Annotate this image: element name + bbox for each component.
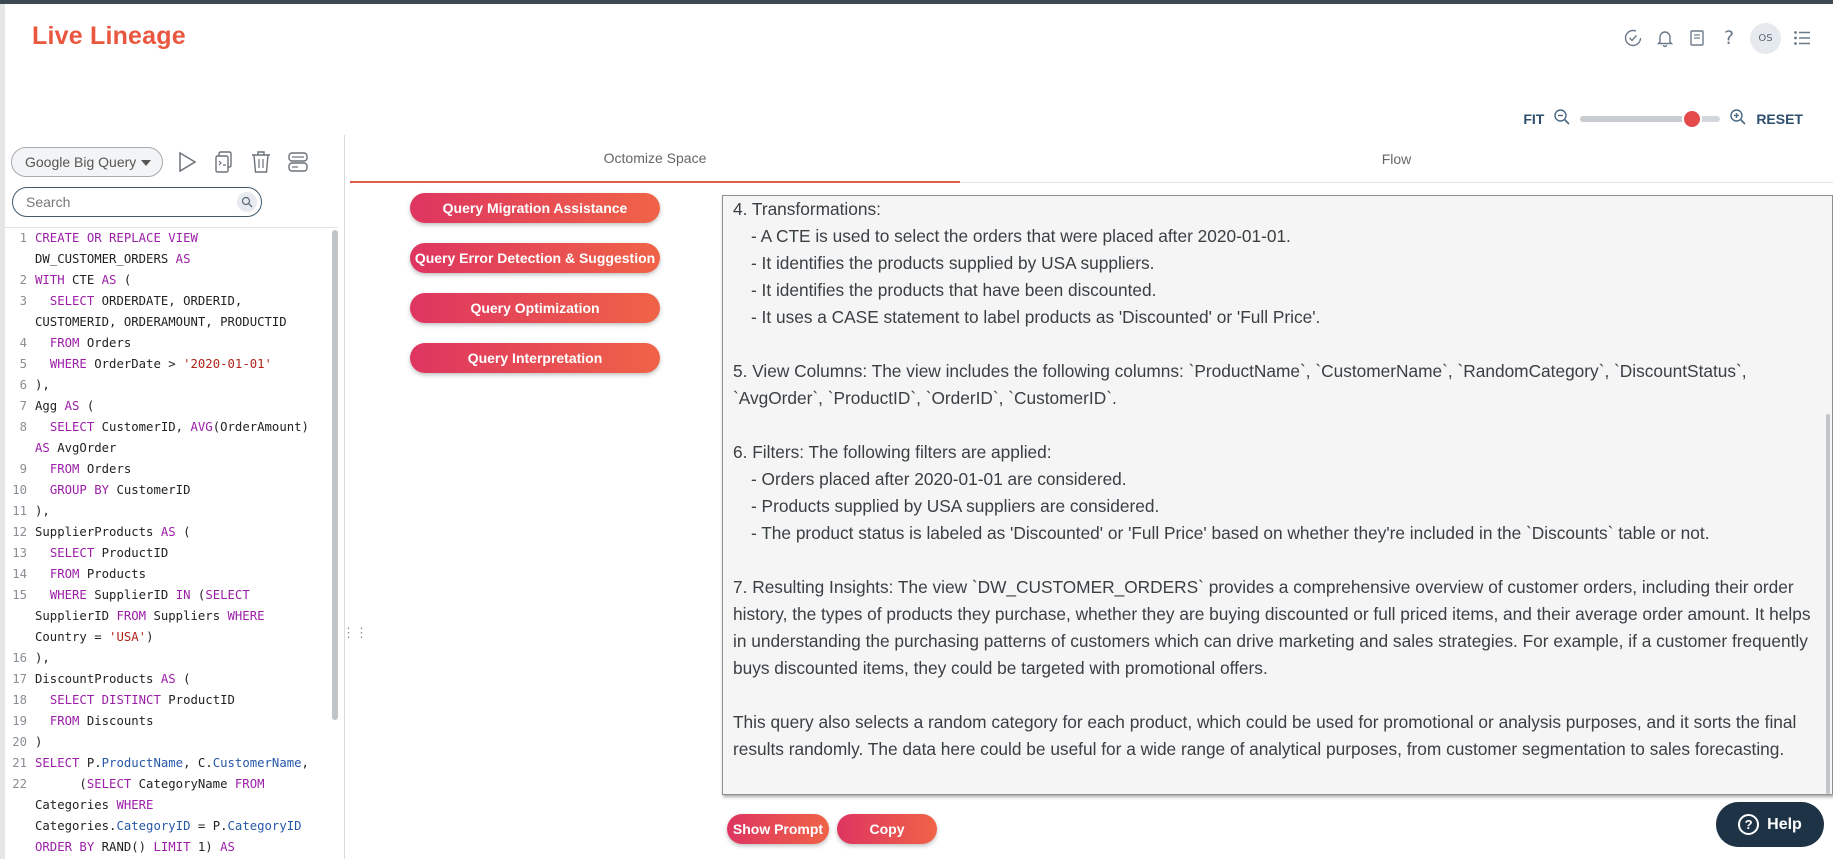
result-bullet: - Products supplied by USA suppliers are considered.	[751, 496, 1160, 516]
line-number: 8	[19, 420, 27, 434]
fit-button[interactable]: FIT	[1523, 111, 1545, 127]
line-number: 10	[12, 483, 27, 497]
line-number: 15	[12, 588, 27, 602]
code-token: ProductID	[94, 546, 169, 560]
code-text	[32, 333, 322, 354]
code-token: 1)	[190, 840, 221, 854]
result-bullet: - A CTE is used to select the orders that were placed after 2020-01-01.	[751, 226, 1291, 246]
result-paragraph: 5. View Columns: The view includes the following columns: `ProductName`, `CustomerName`, `RandomCategory`, `DiscountStatus`, `AvgOrder`, `ProductID`, `OrderID`, `CustomerID`.	[733, 361, 1747, 408]
code-token: Categories.	[35, 819, 117, 833]
code-token: (	[79, 399, 95, 413]
code-line	[5, 375, 338, 396]
panel-splitter-handle[interactable]: ⋮⋮	[342, 625, 368, 640]
code-text	[32, 396, 322, 417]
query-error-detection-button[interactable]: Query Error Detection & Suggestion	[410, 243, 660, 273]
code-text	[32, 648, 322, 669]
code-text	[32, 291, 322, 333]
avatar[interactable]: OS	[1750, 23, 1781, 54]
code-token: SELECT	[35, 756, 80, 770]
code-token: (OrderAmount)	[212, 420, 309, 434]
line-number: 7	[19, 399, 27, 413]
code-text	[32, 501, 322, 522]
sql-editor-panel	[5, 135, 368, 859]
code-token: DW_CUSTOMER_ORDERS	[35, 252, 169, 266]
format-icon[interactable]	[285, 148, 311, 176]
code-token: CategoryID	[227, 819, 302, 833]
code-token	[35, 567, 50, 581]
code-token: SELECT	[49, 546, 95, 560]
line-number: 2	[19, 273, 27, 287]
code-text	[32, 690, 322, 711]
code-token: ProductID	[160, 693, 235, 707]
result-paragraph: 6. Filters: The following filters are applied:	[733, 442, 1052, 462]
code-token: ,	[301, 756, 309, 770]
line-number: 9	[19, 462, 27, 476]
code-token: FROM	[234, 777, 265, 791]
code-token: AS	[175, 252, 191, 266]
code-token: )	[146, 630, 154, 644]
zoom-slider-thumb[interactable]	[1684, 111, 1700, 127]
code-text	[32, 543, 322, 564]
engine-select[interactable]	[11, 147, 163, 177]
code-token: CategoryID	[116, 819, 191, 833]
engine-select-value: Google Big Query	[25, 154, 137, 170]
line-number: 16	[12, 651, 27, 665]
code-text	[32, 417, 322, 459]
code-token: P.	[79, 756, 102, 770]
blank-line	[733, 412, 1820, 439]
code-token: RAND()	[94, 840, 154, 854]
line-number: 20	[12, 735, 27, 749]
line-number: 21	[12, 756, 27, 770]
code-token: (	[175, 672, 191, 686]
code-line	[5, 543, 338, 564]
code-token: ORDERDATE, ORDERID, CUSTOMERID, ORDERAMOUNT, PRODUCTID	[35, 294, 287, 329]
code-token: ),	[35, 504, 50, 518]
code-token: SELECT	[49, 420, 95, 434]
code-line	[5, 732, 338, 753]
help-label: Help	[1767, 815, 1802, 833]
code-line	[5, 669, 338, 690]
search-input[interactable]	[26, 194, 226, 210]
code-token: CREATE OR REPLACE VIEW	[35, 231, 198, 245]
code-text	[32, 459, 322, 480]
code-token: CustomerID,	[94, 420, 191, 434]
code-token: AS	[101, 273, 117, 287]
result-paragraph: 4. Transformations:	[733, 199, 881, 219]
code-token: DiscountProducts	[35, 672, 161, 686]
line-number: 6	[19, 378, 27, 392]
app-header	[5, 4, 1833, 134]
zoom-controls	[1523, 108, 1803, 130]
history-icon[interactable]	[1622, 27, 1644, 49]
line-number: 11	[12, 504, 27, 518]
code-token: AS	[220, 840, 235, 854]
search-icon[interactable]	[237, 192, 257, 212]
code-line	[5, 690, 338, 711]
code-token: SupplierID	[86, 588, 176, 602]
code-line	[5, 291, 338, 333]
code-text	[32, 228, 322, 270]
app-title[interactable]: Live Lineage	[32, 22, 186, 50]
code-token: AS	[64, 399, 80, 413]
code-token	[35, 462, 50, 476]
blank-line	[733, 682, 1820, 709]
code-token: IN	[175, 588, 191, 602]
code-line	[5, 564, 338, 585]
code-token: WHERE	[49, 357, 87, 371]
tab-octomize-space[interactable]: Octomize Space	[350, 135, 960, 183]
code-token: Suppliers	[146, 609, 228, 623]
code-line	[5, 501, 338, 522]
bell-icon[interactable]	[1654, 27, 1676, 49]
help-question-icon[interactable]: ?	[1723, 27, 1735, 49]
code-token: SELECT	[205, 588, 250, 602]
code-token: ProductName	[101, 756, 184, 770]
show-prompt-button[interactable]: Show Prompt	[727, 814, 829, 844]
chevron-down-icon	[141, 160, 151, 166]
code-token: SELECT DISTINCT	[49, 693, 161, 707]
editor-scrollbar[interactable]	[332, 230, 338, 720]
code-token: Agg	[35, 399, 65, 413]
zoom-out-icon[interactable]	[1553, 108, 1571, 131]
code-token: (	[190, 588, 206, 602]
code-token: OrderDate >	[86, 357, 184, 371]
line-number: 18	[12, 693, 27, 707]
code-token: GROUP BY	[49, 483, 110, 497]
code-text	[32, 732, 322, 753]
code-token	[35, 357, 50, 371]
code-line	[5, 270, 338, 291]
code-token	[35, 336, 50, 350]
trash-icon[interactable]	[248, 148, 274, 176]
code-token: SupplierID	[35, 609, 110, 623]
code-text	[32, 480, 322, 501]
header-icons	[1622, 22, 1813, 54]
result-bullet: - It uses a CASE statement to label products as 'Discounted' or 'Full Price'.	[751, 307, 1321, 327]
code-token: FROM	[49, 336, 80, 350]
code-line	[5, 648, 338, 669]
code-token: ORDER BY	[35, 840, 95, 854]
line-number: 19	[12, 714, 27, 728]
code-line	[5, 774, 338, 858]
code-token: AS	[35, 441, 50, 455]
code-text	[32, 585, 322, 648]
line-number: 12	[12, 525, 27, 539]
code-token: Orders	[79, 462, 132, 476]
code-token: CTE	[64, 273, 102, 287]
result-bullet: - It identifies the products supplied by USA suppliers.	[751, 253, 1155, 273]
code-token: SupplierProducts	[35, 525, 161, 539]
query-optimization-button[interactable]: Query Optimization	[410, 293, 660, 323]
code-text	[32, 564, 322, 585]
book-icon[interactable]	[1686, 27, 1708, 49]
reset-button[interactable]: RESET	[1756, 111, 1803, 127]
code-token: FROM	[49, 567, 80, 581]
code-token: AVG	[190, 420, 213, 434]
line-number: 14	[12, 567, 27, 581]
code-token: (	[175, 525, 191, 539]
line-number: 22	[12, 777, 27, 791]
copy-code-icon[interactable]	[211, 148, 237, 176]
code-token: FROM	[116, 609, 147, 623]
code-token: SELECT	[86, 777, 132, 791]
result-paragraph: 7. Resulting Insights: The view `DW_CUSTOMER_ORDERS` provides a comprehensive overview of customer orders, including their order history, the types of products they purchase, whether they are buying discounted or full priced items, and their average order amount. It helps in understanding the purchasing patterns of customers which can drive marketing and sales strategies. For example, if a customer frequently buys discounted items, they could be targeted with promotional offers.	[733, 577, 1811, 678]
interpretation-result-panel	[722, 195, 1833, 795]
code-line	[5, 753, 338, 774]
blank-line	[733, 331, 1820, 358]
code-line	[5, 333, 338, 354]
code-token: LIMIT	[153, 840, 191, 854]
code-token: (	[35, 777, 87, 791]
code-line	[5, 480, 338, 501]
line-number: 1	[19, 231, 27, 245]
code-token: '2020-01-01'	[183, 357, 272, 371]
code-token: AS	[160, 525, 176, 539]
line-number: 13	[12, 546, 27, 560]
code-token: CustomerName	[212, 756, 302, 770]
code-token	[35, 588, 50, 602]
code-token: SELECT	[49, 294, 95, 308]
editor-toolbar	[11, 147, 311, 177]
code-text	[32, 711, 322, 732]
line-number: 17	[12, 672, 27, 686]
search-field	[12, 187, 262, 217]
code-token: ),	[35, 651, 50, 665]
code-line	[5, 228, 338, 270]
help-circle-icon: ?	[1738, 814, 1759, 835]
code-token: CategoryName	[131, 777, 235, 791]
code-token: Orders	[79, 336, 132, 350]
run-icon[interactable]	[174, 148, 200, 176]
code-token: , C.	[183, 756, 213, 770]
code-token	[35, 420, 50, 434]
tab-flow[interactable]: Flow	[1381, 151, 1412, 167]
line-number: 5	[19, 357, 27, 371]
code-token: AvgOrder	[49, 441, 117, 455]
line-number: 4	[19, 336, 27, 350]
zoom-in-icon[interactable]	[1729, 108, 1747, 131]
code-token	[35, 483, 50, 497]
query-migration-assistance-button[interactable]: Query Migration Assistance	[410, 193, 660, 223]
code-editor[interactable]	[5, 227, 338, 859]
query-interpretation-button[interactable]: Query Interpretation	[410, 343, 660, 373]
code-token: Country =	[35, 630, 102, 644]
code-line	[5, 417, 338, 459]
code-token: Discounts	[79, 714, 154, 728]
code-token: Categories	[35, 798, 110, 812]
code-text	[32, 774, 322, 858]
result-bullet: - It identifies the products that have been discounted.	[751, 280, 1157, 300]
result-scrollbar[interactable]	[1826, 414, 1830, 794]
code-token: Products	[79, 567, 147, 581]
zoom-slider-fill	[1580, 116, 1692, 122]
code-token: WHERE	[116, 798, 154, 812]
code-token: FROM	[49, 714, 80, 728]
line-number: 3	[19, 294, 27, 308]
code-token: = P.	[190, 819, 228, 833]
result-bullet: - Orders placed after 2020-01-01 are considered.	[751, 469, 1127, 489]
code-line	[5, 711, 338, 732]
list-menu-icon[interactable]	[1791, 27, 1813, 49]
code-line	[5, 459, 338, 480]
zoom-slider[interactable]	[1580, 116, 1720, 122]
code-text	[32, 270, 322, 291]
result-bullet: - The product status is labeled as 'Discounted' or 'Full Price' based on whether they're included in the `Discounts` table or not.	[751, 523, 1710, 543]
code-token: )	[35, 735, 43, 749]
code-token: (	[116, 273, 132, 287]
code-line	[5, 585, 338, 648]
code-text	[32, 522, 322, 543]
result-paragraph: This query also selects a random category for each product, which could be used for promotional or analysis purposes, and it sorts the final results randomly. The data here could be useful for a wide range of analytical purposes, from customer segmentation to sales forecasting.	[733, 712, 1797, 759]
help-button[interactable]	[1716, 802, 1824, 847]
code-token	[35, 546, 50, 560]
code-token: FROM	[49, 462, 80, 476]
code-token: 'USA'	[109, 630, 147, 644]
code-token	[35, 714, 50, 728]
code-line	[5, 522, 338, 543]
code-token	[35, 693, 50, 707]
main-tabs	[350, 135, 1833, 183]
copy-button[interactable]: Copy	[837, 814, 937, 844]
code-text	[32, 753, 322, 774]
code-token: WHERE	[227, 609, 265, 623]
code-token: CustomerID	[109, 483, 191, 497]
code-line	[5, 396, 338, 417]
code-line	[5, 354, 338, 375]
code-token: WITH	[35, 273, 65, 287]
code-token: AS	[160, 672, 176, 686]
code-text	[32, 354, 322, 375]
code-text	[32, 375, 322, 396]
blank-line	[733, 547, 1820, 574]
code-text	[32, 669, 322, 690]
code-token	[35, 294, 50, 308]
code-token: WHERE	[49, 588, 87, 602]
code-token: ),	[35, 378, 50, 392]
